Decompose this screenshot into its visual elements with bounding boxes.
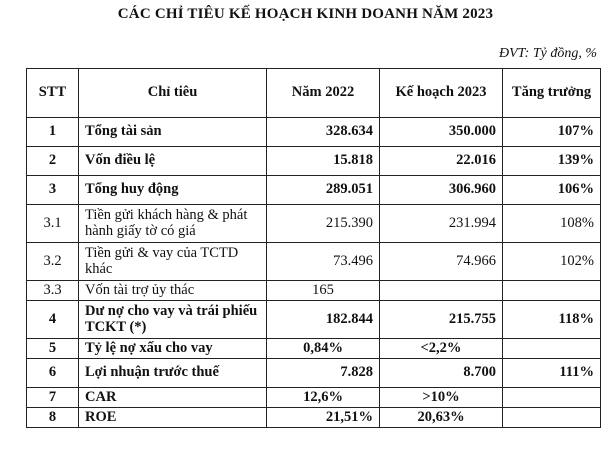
cell-stt: 1 xyxy=(27,118,79,147)
cell-plan-2023: 8.700 xyxy=(380,359,503,388)
cell-2022: 215.390 xyxy=(267,205,380,243)
document-title: CÁC CHỈ TIÊU KẾ HOẠCH KINH DOANH NĂM 2023 xyxy=(117,6,494,22)
table-row xyxy=(27,147,601,176)
cell-stt: 8 xyxy=(27,408,79,428)
cell-2022: 289.051 xyxy=(267,176,380,205)
cell-stt: 4 xyxy=(27,301,79,339)
cell-plan-2023: 20,63% xyxy=(380,408,503,428)
cell-name: ROE xyxy=(79,408,267,428)
cell-growth xyxy=(503,388,601,408)
header-stt: STT xyxy=(27,69,79,118)
cell-name: Tổng huy động xyxy=(79,176,267,205)
cell-growth: 118% xyxy=(503,301,601,339)
table-row xyxy=(27,205,601,243)
header-plan-2023: Kế hoạch 2023 xyxy=(380,69,503,118)
cell-plan-2023: 231.994 xyxy=(380,205,503,243)
cell-plan-2023: 74.966 xyxy=(380,243,503,281)
cell-2022: 0,84% xyxy=(267,339,380,359)
cell-2022: 328.634 xyxy=(267,118,380,147)
cell-stt: 5 xyxy=(27,339,79,359)
cell-name: Tỷ lệ nợ xấu cho vay xyxy=(79,339,267,359)
table-row xyxy=(27,339,601,359)
cell-2022: 73.496 xyxy=(267,243,380,281)
cell-plan-2023: 350.000 xyxy=(380,118,503,147)
cell-growth xyxy=(503,339,601,359)
table-row xyxy=(27,118,601,147)
cell-growth: 106% xyxy=(503,176,601,205)
cell-plan-2023: 215.755 xyxy=(380,301,503,339)
cell-name: Vốn tài trợ ủy thác xyxy=(79,281,267,301)
table-row xyxy=(27,176,601,205)
header-name: Chỉ tiêu xyxy=(79,69,267,118)
cell-2022: 21,51% xyxy=(267,408,380,428)
cell-growth: 107% xyxy=(503,118,601,147)
cell-stt: 6 xyxy=(27,359,79,388)
cell-name: Lợi nhuận trước thuế xyxy=(79,359,267,388)
cell-2022: 15.818 xyxy=(267,147,380,176)
cell-plan-2023: 306.960 xyxy=(380,176,503,205)
cell-name: Tiền gửi khách hàng & phát hành giấy tờ có giá xyxy=(79,205,267,243)
cell-plan-2023: <2,2% xyxy=(380,339,503,359)
cell-2022: 165 xyxy=(267,281,380,301)
cell-stt: 7 xyxy=(27,388,79,408)
cell-growth: 111% xyxy=(503,359,601,388)
table-row xyxy=(27,359,601,388)
cell-stt: 3 xyxy=(27,176,79,205)
cell-plan-2023: 22.016 xyxy=(380,147,503,176)
cell-plan-2023 xyxy=(380,281,503,301)
cell-name: Vốn điều lệ xyxy=(79,147,267,176)
cell-growth: 102% xyxy=(503,243,601,281)
cell-name: CAR xyxy=(79,388,267,408)
cell-2022: 12,6% xyxy=(267,388,380,408)
cell-growth: 139% xyxy=(503,147,601,176)
cell-name: Tiền gửi & vay của TCTD khác xyxy=(79,243,267,281)
cell-name: Dư nợ cho vay và trái phiếu TCKT (*) xyxy=(79,301,267,339)
business-plan-table xyxy=(26,68,601,428)
table-row xyxy=(27,243,601,281)
cell-stt: 2 xyxy=(27,147,79,176)
cell-plan-2023: >10% xyxy=(380,388,503,408)
table-row xyxy=(27,281,601,301)
cell-2022: 7.828 xyxy=(267,359,380,388)
unit-note: ĐVT: Tỷ đồng, % xyxy=(499,46,597,61)
cell-stt: 3.1 xyxy=(27,205,79,243)
table-row xyxy=(27,301,601,339)
table-row xyxy=(27,408,601,428)
cell-stt: 3.2 xyxy=(27,243,79,281)
cell-name: Tổng tài sản xyxy=(79,118,267,147)
table-row xyxy=(27,388,601,408)
cell-growth xyxy=(503,408,601,428)
header-growth: Tăng trưởng xyxy=(503,69,601,118)
cell-2022: 182.844 xyxy=(267,301,380,339)
table-header-row xyxy=(27,69,601,118)
header-2022: Năm 2022 xyxy=(267,69,380,118)
cell-stt: 3.3 xyxy=(27,281,79,301)
cell-growth xyxy=(503,281,601,301)
cell-growth: 108% xyxy=(503,205,601,243)
